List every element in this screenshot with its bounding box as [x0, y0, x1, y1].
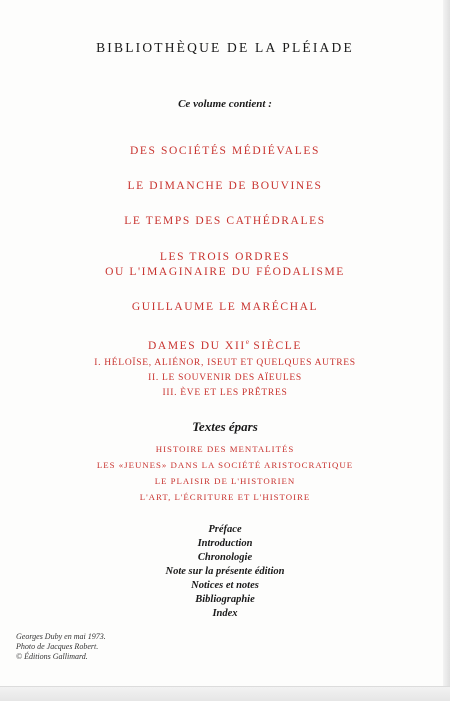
essay-title: HISTOIRE DES MENTALITÉS [155, 444, 295, 454]
work-title-societes: DES SOCIÉTÉS MÉDIÉVALES [130, 145, 320, 157]
series-title: BIBLIOTHÈQUE DE LA PLÉIADE [96, 40, 354, 55]
textes-epars-list [0, 443, 450, 507]
work-title-line: OU L'IMAGINAIRE DU FÉODALISME [105, 266, 345, 278]
work-title-trois-ordres [0, 250, 450, 280]
work-title-line: LES TROIS ORDRES [159, 251, 291, 263]
essay-title: LES «JEUNES» DANS LA SOCIÉTÉ ARISTOCRATIQUE [96, 460, 354, 470]
dames-part: II. LE SOUVENIR DES AÏEULES [148, 373, 302, 383]
work-title-dames [0, 335, 450, 354]
dames-part: III. ÈVE ET LES PRÊTRES [162, 388, 288, 398]
scan-edge-bottom [0, 686, 450, 701]
work-title-main: DAMES DU XII [148, 339, 246, 352]
apparatus-item: Introduction [197, 538, 253, 549]
caption-line: Photo de Jacques Robert. [16, 642, 99, 651]
work-title-marechal: GUILLAUME LE MARÉCHAL [131, 301, 319, 313]
work-title-cathedrales: LE TEMPS DES CATHÉDRALES [124, 215, 326, 227]
century-superscript: e [245, 338, 249, 346]
essay-title: LE PLAISIR DE L'HISTORIEN [154, 476, 296, 486]
work-title-tail: SIÈCLE [248, 339, 302, 352]
scan-edge-right [443, 0, 450, 701]
apparatus-item: Note sur la présente édition [165, 566, 285, 577]
textes-epars-heading: Textes épars [192, 419, 258, 434]
apparatus-item: Préface [208, 524, 242, 535]
dames-parts [0, 356, 450, 401]
caption-line: © Éditions Gallimard. [16, 652, 88, 661]
apparatus-item: Notices et notes [191, 580, 259, 591]
apparatus-list [0, 523, 450, 621]
dames-part: I. HÉLOÏSE, ALIÉNOR, ISEUT ET QUELQUES AUTRES [94, 358, 356, 368]
photo-caption [16, 632, 106, 662]
contents-intro: Ce volume contient : [178, 98, 272, 110]
apparatus-item: Chronologie [197, 552, 253, 563]
apparatus-item: Index [212, 608, 238, 619]
apparatus-item: Bibliographie [195, 594, 255, 605]
caption-line: Georges Duby en mai 1973. [16, 632, 106, 641]
essay-title: L'ART, L'ÉCRITURE ET L'HISTOIRE [139, 492, 311, 502]
work-title-bouvines: LE DIMANCHE DE BOUVINES [127, 180, 323, 192]
